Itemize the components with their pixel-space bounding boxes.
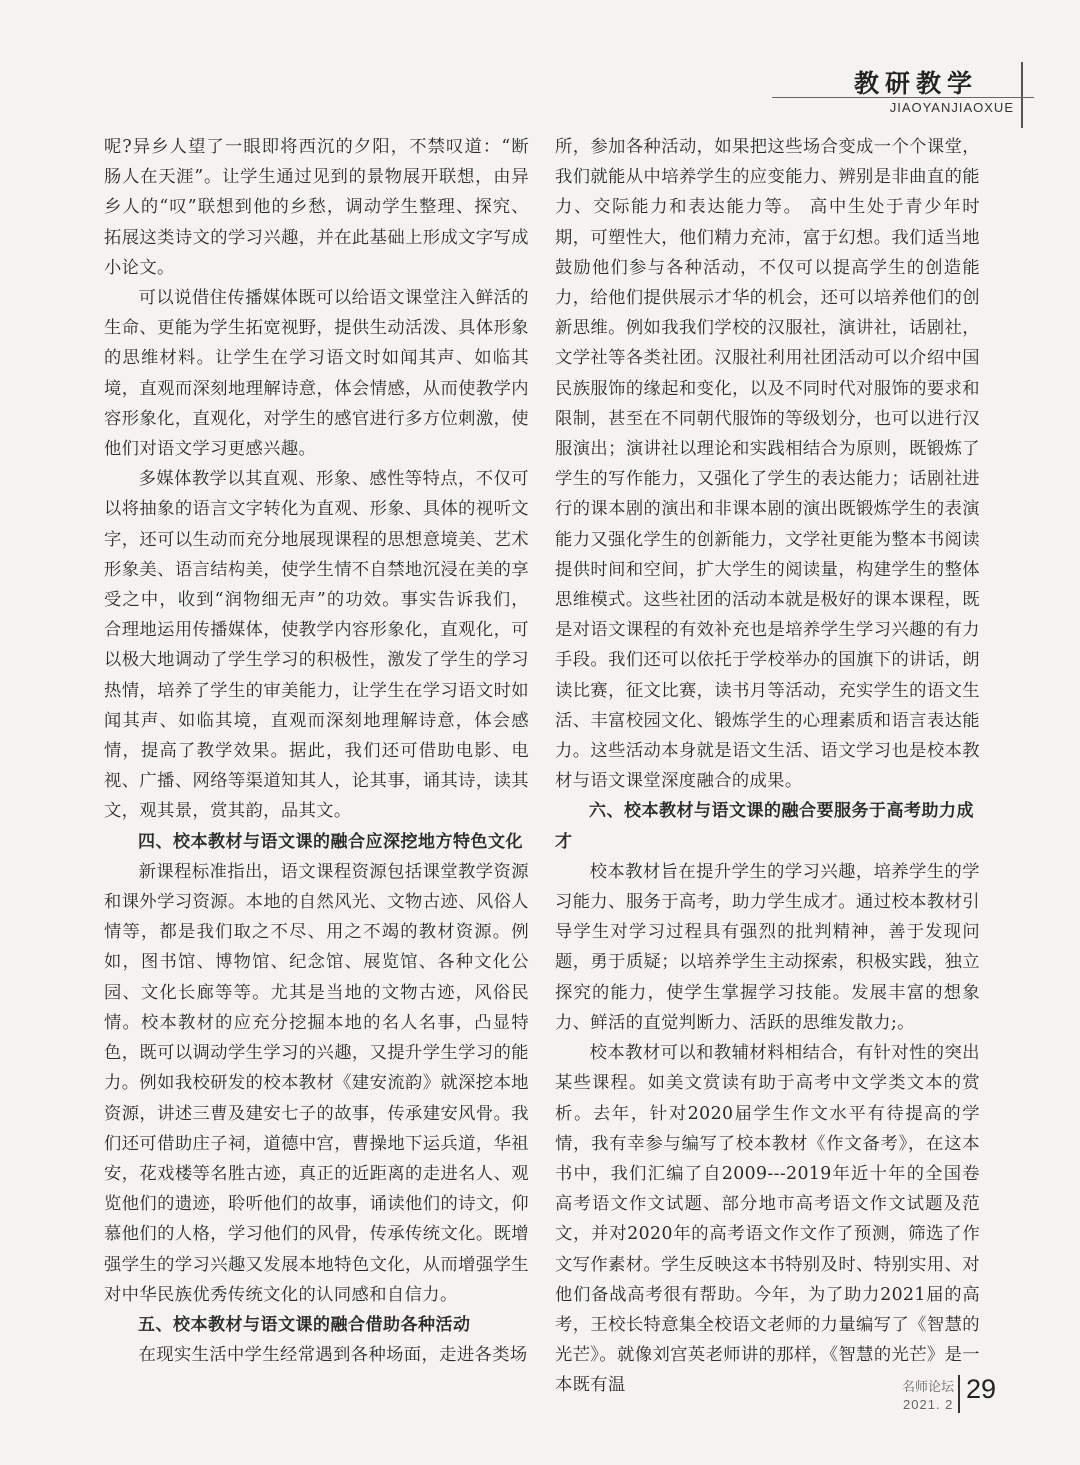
section-title: 教研教学 <box>853 69 978 98</box>
left-column <box>104 132 529 1370</box>
paragraph: 所，参加各种活动，如果把这些场合变成一个个课堂，我们就能从中培养学生的应变能力、辨别是非曲直的能力、交际能力和表达能力等。 高中生处于青少年时期，可塑性大，他们精力充沛，富于幻想。我们适当地鼓励他们参与各种活动，不仅可以提高学生的创造能力，给他们提供展示才华的机会，还可以培养他们的创新思维。例如我我们学校的汉服社，演讲社，话剧社，文学社等各类社团。汉服社利用社团活动可以介绍中国民族服饰的缘起和变化，以及不同时代对服饰的要求和限制，甚至在不同朝代服饰的等级划分，也可以进行汉服演出；演讲社以理论和实践相结合为原则，既锻炼了学生的写作能力，又强化了学生的表达能力；话剧社进行的课本剧的演出和非课本剧的演出既锻炼学生的表演能力又强化学生的创新能力，文学社更能为整本书阅读提供时间和空间，扩大学生的阅读量，构建学生的整体思维模式。这些社团的活动本就是极好的课本课程，既是对语文课程的有效补充也是培养学生学习兴趣的有力手段。我们还可以依托于学校举办的国旗下的讲话，朗读比赛，征文比赛，读书月等活动，充实学生的语文生活、丰富校园文化、锻炼学生的心理素质和语言表达能力。这些活动本身就是语文生活、语文学习也是校本教材与语文课堂深度融合的成果。 <box>555 137 980 792</box>
section-subtitle: JIAOYANJIAOXUE <box>889 100 1014 115</box>
section-heading-4: 四、校本教材与语文课的融合应深挖地方特色文化 <box>138 831 523 852</box>
page-number: 29 <box>966 1374 997 1404</box>
paragraph: 可以说借住传播媒体既可以给语文课堂注入鲜活的生命、更能为学生拓宽视野，提供生动活泼、具体形象的思维材料。让学生在学习语文时如闻其声、如临其境，直观而深刻地理解诗意，体会情感，从而使教学内容形象化，直观化，对学生的感官进行多方位刺激，使他们对语文学习更感兴趣。 <box>104 288 529 460</box>
section-heading-6: 六、校本教材与语文课的融合要服务于高考助力成才 <box>555 801 974 852</box>
paragraph: 新课程标准指出，语文课程资源包括课堂教学资源和课外学习资源。本地的自然风光、文物古迹、风俗人情等，都是我们取之不尽、用之不竭的教材资源。例如，图书馆、博物馆、纪念馆、展览馆、各种文化公园、文化长廊等等。尤其是当地的文物古迹，风俗民情。校本教材的应充分挖掘本地的名人名事，凸显特色，既可以调动学生学习的兴趣，又提升学生学习的能力。例如我校研发的校本教材《建安流韵》就深挖本地资源，讲述三曹及建安七子的故事，传承建安风骨。我们还可借助庄子祠，道德中宫，曹操地下运兵道，华祖安，花戏楼等名胜古迹，真正的近距离的走进名人、观览他们的遗迹，聆听他们的故事，诵读他们的诗文，仰慕他们的人格，学习他们的风骨，传承传统文化。既增强学生的学习兴趣又发展本地特色文化，从而增强学生对中华民族优秀传统文化的认同感和自信力。 <box>104 861 529 1305</box>
paragraph: 多媒体教学以其直观、形象、感性等特点，不仅可以将抽象的语言文字转化为直观、形象、具体的视听文字，还可以生动而充分地展现课程的思想意境美、艺术形象美、语言结构美，使学生情不自禁地沉浸在美的享受之中，收到“润物细无声”的功效。事实告诉我们，合理地运用传播媒体，使教学内容形象化，直观化，可以极大地调动了学生学习的积极性，激发了学生的学习热情，培养了学生的审美能力，让学生在学习语文时如闻其声、如临其境，直观而深刻地理解诗意，体会感情，提高了教学效果。据此，我们还可借助电影、电视、广播、网络等渠道知其人，论其事，诵其诗，读其文，观其景，赏其韵，品其文。 <box>104 469 529 822</box>
paragraph: 呢?异乡人望了一眼即将西沉的夕阳，不禁叹道：“断肠人在天涯”。让学生通过见到的景物展开联想，由异乡人的“叹”联想到他的乡愁，调动学生整理、探究、拓展这类诗文的学习兴趣，并在此基础上形成文字写成小论文。 <box>104 137 529 278</box>
issue-number: 2021. 2 <box>903 1397 954 1412</box>
journal-name: 名师论坛 <box>902 1380 955 1395</box>
paragraph: 在现实生活中学生经常遇到各种场面，走进各类场 <box>138 1345 528 1366</box>
right-column <box>555 132 980 1401</box>
header-vertical-rule <box>1021 62 1023 128</box>
paragraph: 校本教材可以和教辅材料相结合，有针对性的突出某些课程。如美文赏读有助于高考中文学类文本的赏析。去年，针对2020届学生作文水平有待提高的学情，我有幸参与编写了校本教材《作文备考》，在这本书中，我们汇编了自2009---2019年近十年的全国卷高考语文作文试题、部分地市高考语文作文试题及范文，并对2020年的高考语文作文作了预测，筛选了作文写作素材。学生反映这本书特别及时、特别实用、对他们备战高考很有帮助。今年，为了助力2021届的高考，王校长特意集全校语文老师的力量编写了《智慧的光芒》。就像刘宫英老师讲的那样，《智慧的光芒》是一本既有温 <box>555 1043 980 1396</box>
paragraph: 校本教材旨在提升学生的学习兴趣，培养学生的学习能力、服务于高考，助力学生成才。通过校本教材引导学生对学习过程具有强烈的批判精神，善于发现问题，勇于质疑；以培养学生主动探索，积极实践，独立探究的能力，使学生掌握学习技能。发展丰富的想象力、鲜活的直觉判断力、活跃的思维发散力;。 <box>555 861 980 1033</box>
footer-divider <box>958 1375 960 1413</box>
section-heading-5: 五、校本教材与语文课的融合借助各种活动 <box>138 1314 471 1335</box>
